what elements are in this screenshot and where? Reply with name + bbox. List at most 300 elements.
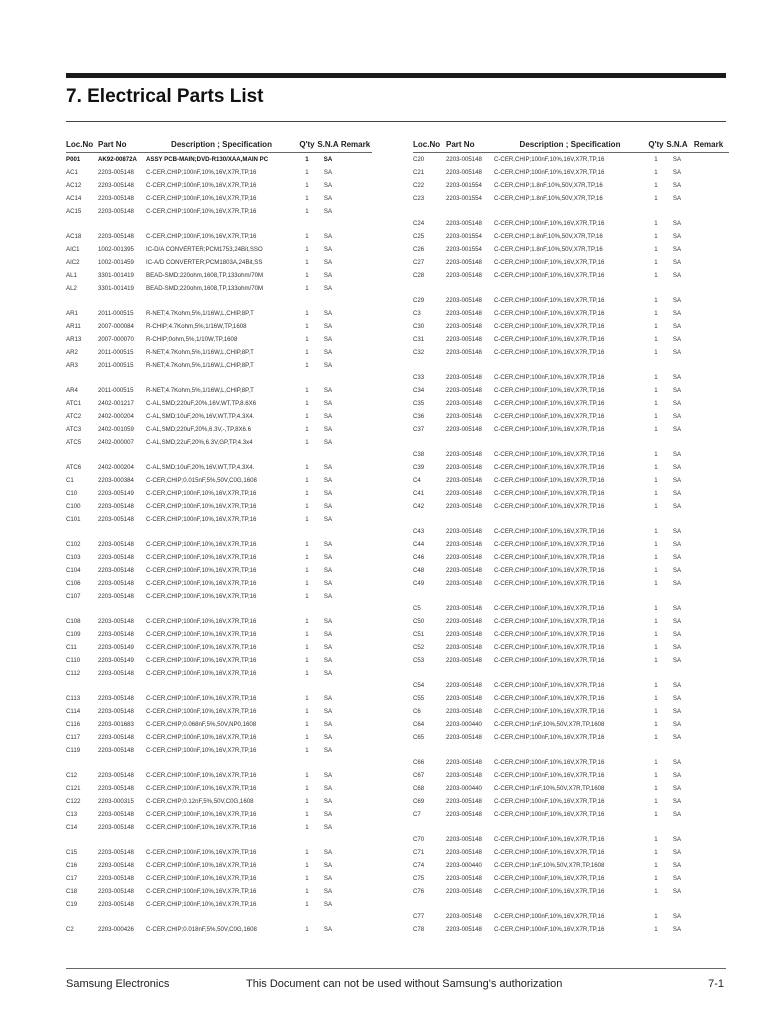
cell-description: C-CER,CHIP;100nF,10%,16V,X7R,TP,16 <box>494 695 605 702</box>
spacer-cell <box>413 898 729 910</box>
cell-loc-no: C41 <box>413 490 425 497</box>
cell-loc-no: C37 <box>413 426 425 433</box>
cell-loc-no: C12 <box>66 772 78 779</box>
cell-loc-no: C16 <box>66 862 78 869</box>
cell-part-no: 2402-001217 <box>98 400 134 407</box>
table-row <box>413 705 729 718</box>
cell-loc-no: C114 <box>66 708 81 715</box>
cell-remark <box>688 166 729 179</box>
cell-sna: SA <box>323 490 333 497</box>
group-spacer <box>66 449 372 461</box>
header-description: Description ; Specification <box>494 136 646 153</box>
cell-loc-no: C67 <box>413 772 425 779</box>
table-row <box>66 782 372 795</box>
cell-qty: 1 <box>654 875 658 882</box>
cell-description: C-CER,CHIP;100nF,10%,16V,X7R,TP,16 <box>146 503 257 510</box>
cell-description: C-AL,SMD;220uF,20%,16V,WT,TP,8.6X6 <box>146 400 257 407</box>
cell-loc-no: C4 <box>413 477 421 484</box>
cell-part-no: 2203-005148 <box>446 490 482 497</box>
cell-qty: 1 <box>305 426 309 433</box>
cell-loc-no: AIC2 <box>66 259 80 266</box>
spacer-cell <box>413 513 729 525</box>
cell-loc-no: C35 <box>413 400 425 407</box>
cell-qty: 1 <box>654 195 658 202</box>
cell-qty: 1 <box>305 657 309 664</box>
cell-sna: SA <box>672 567 682 574</box>
cell-part-no: 2203-005148 <box>446 759 482 766</box>
cell-loc-no: C78 <box>413 926 425 933</box>
cell-part-no: 2203-005148 <box>446 682 482 689</box>
cell-part-no: 2203-005148 <box>446 259 482 266</box>
cell-qty: 1 <box>305 798 309 805</box>
cell-sna: SA <box>323 195 333 202</box>
cell-loc-no: C44 <box>413 541 425 548</box>
cell-qty: 1 <box>654 349 658 356</box>
cell-description: C-CER,CHIP;100nF,10%,16V,X7R,TP,16 <box>494 349 605 356</box>
header-sna: S.N.A <box>666 136 688 153</box>
cell-loc-no: C32 <box>413 349 425 356</box>
cell-description: C-CER,CHIP;100nF,10%,16V,X7R,TP,16 <box>146 708 257 715</box>
cell-qty: 1 <box>305 593 309 600</box>
spacer-cell <box>66 757 372 769</box>
group-spacer <box>413 667 729 679</box>
cell-remark <box>688 243 729 256</box>
cell-remark <box>688 487 729 500</box>
cell-remark <box>339 667 372 680</box>
spacer-cell <box>66 911 372 923</box>
cell-loc-no: ATC1 <box>66 400 82 407</box>
cell-qty: 1 <box>305 349 309 356</box>
cell-part-no: 2203-005148 <box>446 169 482 176</box>
cell-remark <box>688 910 729 923</box>
cell-description: C-CER,CHIP;100nF,10%,16V,X7R,TP,16 <box>146 875 257 882</box>
cell-sna: SA <box>672 759 682 766</box>
cell-qty: 1 <box>654 297 658 304</box>
cell-remark <box>339 359 372 372</box>
spacer-cell <box>413 436 729 448</box>
cell-loc-no: C38 <box>413 451 425 458</box>
table-row <box>66 333 372 346</box>
spacer-cell <box>413 667 729 679</box>
cell-description: C-AL,SMD;10uF,20%,16V,WT,TP,4.3X4. <box>146 464 255 471</box>
table-row <box>66 846 372 859</box>
cell-qty: 1 <box>305 490 309 497</box>
cell-sna: SA <box>672 811 682 818</box>
cell-sna: SA <box>672 220 682 227</box>
cell-sna: SA <box>323 708 333 715</box>
table-row <box>66 923 372 936</box>
cell-loc-no: C53 <box>413 657 425 664</box>
parts-rows-left <box>66 153 372 937</box>
cell-qty: 1 <box>654 156 658 163</box>
table-row <box>413 615 729 628</box>
cell-qty: 1 <box>305 182 309 189</box>
cell-sna: SA <box>323 580 333 587</box>
table-row <box>66 628 372 641</box>
cell-qty: 1 <box>654 400 658 407</box>
cell-qty: 1 <box>654 682 658 689</box>
cell-remark <box>688 474 729 487</box>
cell-qty: 1 <box>305 156 309 163</box>
cell-part-no: AK92-00872A <box>98 156 137 163</box>
cell-loc-no: C33 <box>413 374 425 381</box>
group-spacer <box>413 898 729 910</box>
table-row <box>413 487 729 500</box>
cell-part-no: 2203-005148 <box>446 644 482 651</box>
table-row <box>413 808 729 821</box>
cell-description: C-CER,CHIP;100nF,10%,16V,X7R,TP,16 <box>494 875 605 882</box>
cell-part-no: 2203-005148 <box>446 695 482 702</box>
cell-description: C-CER,CHIP;100nF,10%,16V,X7R,TP,16 <box>494 811 605 818</box>
cell-description: C-CER,CHIP;0.12nF,5%,50V,C0G,1608 <box>146 798 254 805</box>
cell-remark <box>688 320 729 333</box>
cell-remark <box>688 525 729 538</box>
cell-description: C-CER,CHIP;100nF,10%,16V,X7R,TP,16 <box>494 169 605 176</box>
cell-part-no: 2203-005148 <box>446 400 482 407</box>
cell-sna: SA <box>672 413 682 420</box>
cell-part-no: 1002-001395 <box>98 246 134 253</box>
table-row <box>413 256 729 269</box>
cell-remark <box>339 179 372 192</box>
cell-loc-no: AC1 <box>66 169 78 176</box>
cell-loc-no: C70 <box>413 836 425 843</box>
cell-loc-no: C19 <box>66 901 78 908</box>
cell-part-no: 2203-005148 <box>98 747 134 754</box>
table-row <box>413 769 729 782</box>
cell-part-no: 2203-005148 <box>446 811 482 818</box>
cell-loc-no: C43 <box>413 528 425 535</box>
cell-part-no: 2203-005148 <box>446 605 482 612</box>
cell-loc-no: C50 <box>413 618 425 625</box>
cell-sna: SA <box>672 926 682 933</box>
cell-sna: SA <box>672 605 682 612</box>
cell-sna: SA <box>323 426 333 433</box>
cell-loc-no: C36 <box>413 413 425 420</box>
cell-qty: 1 <box>305 580 309 587</box>
cell-qty: 1 <box>654 836 658 843</box>
cell-remark <box>688 384 729 397</box>
cell-sna: SA <box>672 477 682 484</box>
cell-description: C-CER,CHIP;100nF,10%,16V,X7R,TP,16 <box>494 657 605 664</box>
cell-description: C-CER,CHIP;100nF,10%,16V,X7R,TP,16 <box>494 272 605 279</box>
cell-qty: 1 <box>305 464 309 471</box>
table-row <box>66 872 372 885</box>
cell-sna: SA <box>672 554 682 561</box>
cell-remark <box>339 461 372 474</box>
cell-loc-no: C24 <box>413 220 425 227</box>
cell-qty: 1 <box>305 516 309 523</box>
cell-remark <box>688 692 729 705</box>
cell-qty: 1 <box>654 644 658 651</box>
cell-part-no: 2203-005148 <box>98 734 134 741</box>
cell-sna: SA <box>323 246 333 253</box>
cell-qty: 1 <box>654 605 658 612</box>
cell-sna: SA <box>672 682 682 689</box>
header-remark: Remark <box>688 136 729 153</box>
cell-remark <box>339 731 372 744</box>
cell-part-no: 2203-000426 <box>98 926 134 933</box>
page-number: 7-1 <box>708 978 724 990</box>
group-spacer <box>66 834 372 846</box>
cell-sna: SA <box>323 362 333 369</box>
cell-remark <box>339 230 372 243</box>
cell-part-no: 2203-005148 <box>446 734 482 741</box>
table-row <box>413 333 729 346</box>
cell-qty: 1 <box>654 657 658 664</box>
cell-remark <box>339 859 372 872</box>
cell-remark <box>688 602 729 615</box>
cell-description: C-CER,CHIP;100nF,10%,16V,X7R,TP,16 <box>146 747 257 754</box>
cell-sna: SA <box>323 541 333 548</box>
cell-qty: 1 <box>305 695 309 702</box>
table-row <box>413 577 729 590</box>
cell-description: C-CER,CHIP;100nF,10%,16V,X7R,TP,16 <box>146 580 257 587</box>
cell-part-no: 2203-005148 <box>446 875 482 882</box>
cell-qty: 1 <box>654 477 658 484</box>
cell-remark <box>688 731 729 744</box>
cell-part-no: 2203-005148 <box>446 413 482 420</box>
cell-loc-no: C22 <box>413 182 425 189</box>
cell-part-no: 2203-005148 <box>446 657 482 664</box>
cell-description: C-CER,CHIP;100nF,10%,16V,X7R,TP,16 <box>494 323 605 330</box>
cell-part-no: 3301-001419 <box>98 285 134 292</box>
cell-qty: 1 <box>305 567 309 574</box>
cell-sna: SA <box>323 926 333 933</box>
header-loc-no: Loc.No <box>413 136 446 153</box>
cell-part-no: 2203-005148 <box>98 182 134 189</box>
cell-remark <box>688 654 729 667</box>
cell-sna: SA <box>672 451 682 458</box>
cell-qty: 1 <box>305 901 309 908</box>
cell-description: C-CER,CHIP;100nF,10%,16V,X7R,TP,16 <box>494 426 605 433</box>
table-row <box>413 641 729 654</box>
spacer-cell <box>413 590 729 602</box>
cell-remark <box>339 821 372 834</box>
cell-sna: SA <box>323 259 333 266</box>
cell-part-no: 2203-001554 <box>446 182 482 189</box>
table-row <box>66 795 372 808</box>
cell-sna: SA <box>672 695 682 702</box>
cell-description: C-CER,CHIP;100nF,10%,16V,X7R,TP,16 <box>146 182 257 189</box>
cell-qty: 1 <box>305 926 309 933</box>
cell-qty: 1 <box>305 554 309 561</box>
cell-loc-no: C7 <box>413 811 421 818</box>
cell-sna: SA <box>323 631 333 638</box>
table-row <box>413 166 729 179</box>
cell-loc-no: C30 <box>413 323 425 330</box>
table-row <box>66 692 372 705</box>
table-row <box>413 859 729 872</box>
cell-description: C-CER,CHIP;100nF,10%,16V,X7R,TP,16 <box>494 567 605 574</box>
cell-description: R-NET;4.7Kohm,5%,1/16W,L,CHIP,8P,T <box>146 387 254 394</box>
cell-loc-no: P001 <box>66 156 81 163</box>
cell-qty: 1 <box>654 721 658 728</box>
cell-description: C-CER,CHIP;100nF,10%,16V,X7R,TP,16 <box>146 490 257 497</box>
cell-qty: 1 <box>305 888 309 895</box>
cell-description: C-CER,CHIP;100nF,10%,16V,X7R,TP,16 <box>494 336 605 343</box>
cell-sna: SA <box>323 336 333 343</box>
cell-loc-no: C13 <box>66 811 78 818</box>
cell-loc-no: C20 <box>413 156 425 163</box>
cell-qty: 1 <box>305 208 309 215</box>
cell-loc-no: C28 <box>413 272 425 279</box>
cell-qty: 1 <box>305 362 309 369</box>
cell-remark <box>688 192 729 205</box>
cell-qty: 1 <box>654 528 658 535</box>
cell-qty: 1 <box>305 477 309 484</box>
cell-loc-no: C51 <box>413 631 425 638</box>
group-spacer <box>66 757 372 769</box>
cell-sna: SA <box>323 208 333 215</box>
cell-remark <box>339 615 372 628</box>
group-spacer <box>413 282 729 294</box>
group-spacer <box>66 295 372 307</box>
table-row <box>413 782 729 795</box>
cell-sna: SA <box>672 272 682 279</box>
table-row <box>413 628 729 641</box>
cell-part-no: 2203-005148 <box>98 785 134 792</box>
cell-qty: 1 <box>654 913 658 920</box>
cell-sna: SA <box>672 400 682 407</box>
table-row <box>66 590 372 603</box>
cell-qty: 1 <box>305 336 309 343</box>
cell-loc-no: AC18 <box>66 233 82 240</box>
cell-sna: SA <box>672 836 682 843</box>
cell-loc-no: AC15 <box>66 208 82 215</box>
cell-description: C-CER,CHIP;100nF,10%,16V,X7R,TP,16 <box>494 734 605 741</box>
cell-loc-no: C34 <box>413 387 425 394</box>
cell-loc-no: C48 <box>413 567 425 574</box>
cell-sna: SA <box>672 631 682 638</box>
cell-loc-no: C14 <box>66 824 78 831</box>
cell-qty: 1 <box>654 426 658 433</box>
cell-description: ASSY PCB-MAIN;DVD-R130/XAA,MAIN PC <box>146 156 269 163</box>
cell-sna: SA <box>323 901 333 908</box>
cell-sna: SA <box>672 169 682 176</box>
cell-sna: SA <box>672 721 682 728</box>
cell-sna: SA <box>323 798 333 805</box>
group-spacer <box>413 359 729 371</box>
spacer-cell <box>66 295 372 307</box>
cell-qty: 1 <box>654 849 658 856</box>
cell-sna: SA <box>323 888 333 895</box>
cell-remark <box>688 628 729 641</box>
cell-part-no: 2203-005148 <box>98 670 134 677</box>
cell-remark <box>339 333 372 346</box>
cell-loc-no: C122 <box>66 798 81 805</box>
cell-description: C-CER,CHIP;100nF,10%,16V,X7R,TP,16 <box>494 631 605 638</box>
cell-part-no: 2203-005148 <box>446 926 482 933</box>
table-row <box>66 705 372 718</box>
table-row <box>413 397 729 410</box>
cell-part-no: 2203-005148 <box>446 567 482 574</box>
cell-part-no: 2203-005148 <box>98 567 134 574</box>
table-row <box>413 692 729 705</box>
group-spacer <box>66 526 372 538</box>
cell-sna: SA <box>672 156 682 163</box>
table-row <box>413 795 729 808</box>
cell-description: BEAD-SMD;220ohm,1608,TP,133ohm/70M <box>146 272 264 279</box>
header-remark: Remark <box>339 136 372 153</box>
cell-description: C-CER,CHIP;100nF,10%,16V,X7R,TP,16 <box>494 580 605 587</box>
cell-loc-no: C101 <box>66 516 81 523</box>
cell-loc-no: C71 <box>413 849 425 856</box>
table-row <box>66 359 372 372</box>
cell-loc-no: C5 <box>413 605 421 612</box>
cell-description: C-CER,CHIP;100nF,10%,16V,X7R,TP,16 <box>494 400 605 407</box>
cell-part-no: 2203-005149 <box>98 657 134 664</box>
cell-loc-no: C54 <box>413 682 425 689</box>
cell-qty: 1 <box>654 336 658 343</box>
table-header-row <box>66 136 372 153</box>
cell-sna: SA <box>323 182 333 189</box>
header-qty: Q'ty <box>646 136 666 153</box>
footer-rule <box>66 968 726 969</box>
cell-description: C-CER,CHIP;100nF,10%,16V,X7R,TP,16 <box>146 670 257 677</box>
cell-description: C-CER,CHIP;100nF,10%,16V,X7R,TP,16 <box>146 618 257 625</box>
cell-qty: 1 <box>654 811 658 818</box>
cell-description: C-CER,CHIP;100nF,10%,16V,X7R,TP,16 <box>494 451 605 458</box>
table-row <box>413 230 729 243</box>
group-spacer <box>413 821 729 833</box>
cell-description: R-CHIP;4.7Kohm,5%,1/16W,TP,1608 <box>146 323 247 330</box>
cell-sna: SA <box>323 464 333 471</box>
top-rule <box>66 73 726 78</box>
cell-remark <box>688 615 729 628</box>
cell-description: C-CER,CHIP;100nF,10%,16V,X7R,TP,16 <box>146 554 257 561</box>
cell-sna: SA <box>323 272 333 279</box>
cell-remark <box>339 256 372 269</box>
cell-description: C-CER,CHIP;100nF,10%,16V,X7R,TP,16 <box>494 913 605 920</box>
cell-remark <box>339 205 372 218</box>
cell-qty: 1 <box>654 567 658 574</box>
table-row <box>413 654 729 667</box>
cell-loc-no: C113 <box>66 695 81 702</box>
cell-description: C-CER,CHIP;100nF,10%,16V,X7R,TP,16 <box>494 310 605 317</box>
cell-sna: SA <box>323 824 333 831</box>
cell-description: C-CER,CHIP;100nF,10%,16V,X7R,TP,16 <box>146 567 257 574</box>
cell-sna: SA <box>323 439 333 446</box>
spacer-cell <box>66 834 372 846</box>
cell-remark <box>339 808 372 821</box>
cell-sna: SA <box>672 246 682 253</box>
cell-remark <box>339 192 372 205</box>
cell-description: C-CER,CHIP;100nF,10%,16V,X7R,TP,16 <box>494 798 605 805</box>
cell-part-no: 2203-005148 <box>446 374 482 381</box>
cell-description: C-CER,CHIP;0.068nF,5%,50V,NP0,1608 <box>146 721 257 728</box>
cell-sna: SA <box>323 349 333 356</box>
cell-part-no: 2203-005148 <box>446 426 482 433</box>
cell-qty: 1 <box>654 772 658 779</box>
table-row <box>66 577 372 590</box>
cell-qty: 1 <box>654 734 658 741</box>
table-row <box>66 205 372 218</box>
cell-loc-no: C109 <box>66 631 81 638</box>
cell-part-no: 2402-000204 <box>98 413 134 420</box>
cell-loc-no: C21 <box>413 169 425 176</box>
header-qty: Q'ty <box>297 136 317 153</box>
cell-loc-no: C6 <box>413 708 421 715</box>
table-row <box>66 898 372 911</box>
cell-qty: 1 <box>654 310 658 317</box>
cell-qty: 1 <box>305 310 309 317</box>
cell-part-no: 3301-001419 <box>98 272 134 279</box>
table-row <box>66 410 372 423</box>
cell-loc-no: C104 <box>66 567 81 574</box>
cell-part-no: 2203-005148 <box>98 208 134 215</box>
cell-loc-no: C11 <box>66 644 77 651</box>
cell-qty: 1 <box>654 490 658 497</box>
